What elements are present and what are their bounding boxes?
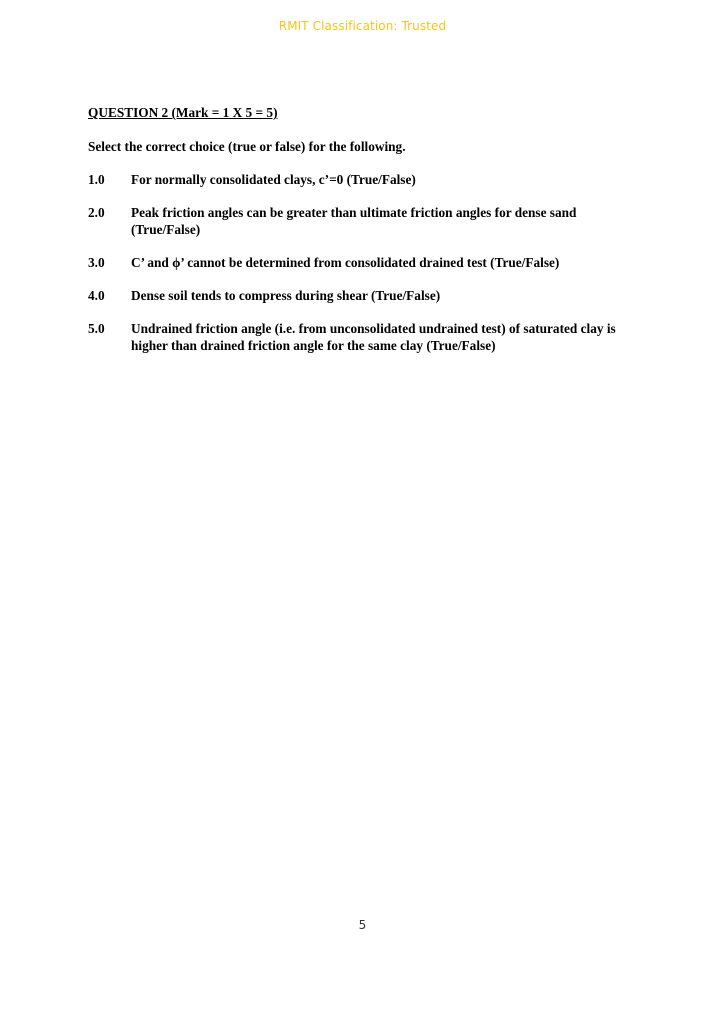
item-number: 4.0 (88, 288, 105, 303)
question-item-3 (88, 254, 648, 271)
page-number: 5 (358, 918, 367, 932)
question-item-4 (88, 287, 648, 304)
item-number: 5.0 (88, 321, 105, 336)
question-item-1 (88, 171, 648, 188)
item-text: For normally consolidated clays, c’=0 (True/False) (131, 172, 416, 187)
item-number: 1.0 (88, 172, 105, 187)
question-item-2 (88, 204, 648, 238)
item-text: Peak friction angles can be greater than ultimate friction angles for dense sand (True/False) (131, 205, 577, 237)
item-number: 2.0 (88, 205, 105, 220)
classification-label: RMIT Classification: Trusted (278, 19, 447, 33)
question-title: QUESTION 2 (Mark = 1 X 5 = 5) (88, 105, 278, 120)
question-item-5 (88, 320, 648, 354)
item-text: Undrained friction angle (i.e. from unconsolidated undrained test) of saturated clay is higher than drained friction angle for the same clay (True/False) (131, 321, 616, 353)
item-text: Dense soil tends to compress during shear (True/False) (131, 288, 441, 303)
item-number: 3.0 (88, 255, 105, 270)
question-instruction: Select the correct choice (true or false) for the following. (88, 139, 406, 154)
question-section (88, 104, 648, 354)
item-text: C’ and ϕ’ cannot be determined from consolidated drained test (True/False) (131, 255, 560, 270)
